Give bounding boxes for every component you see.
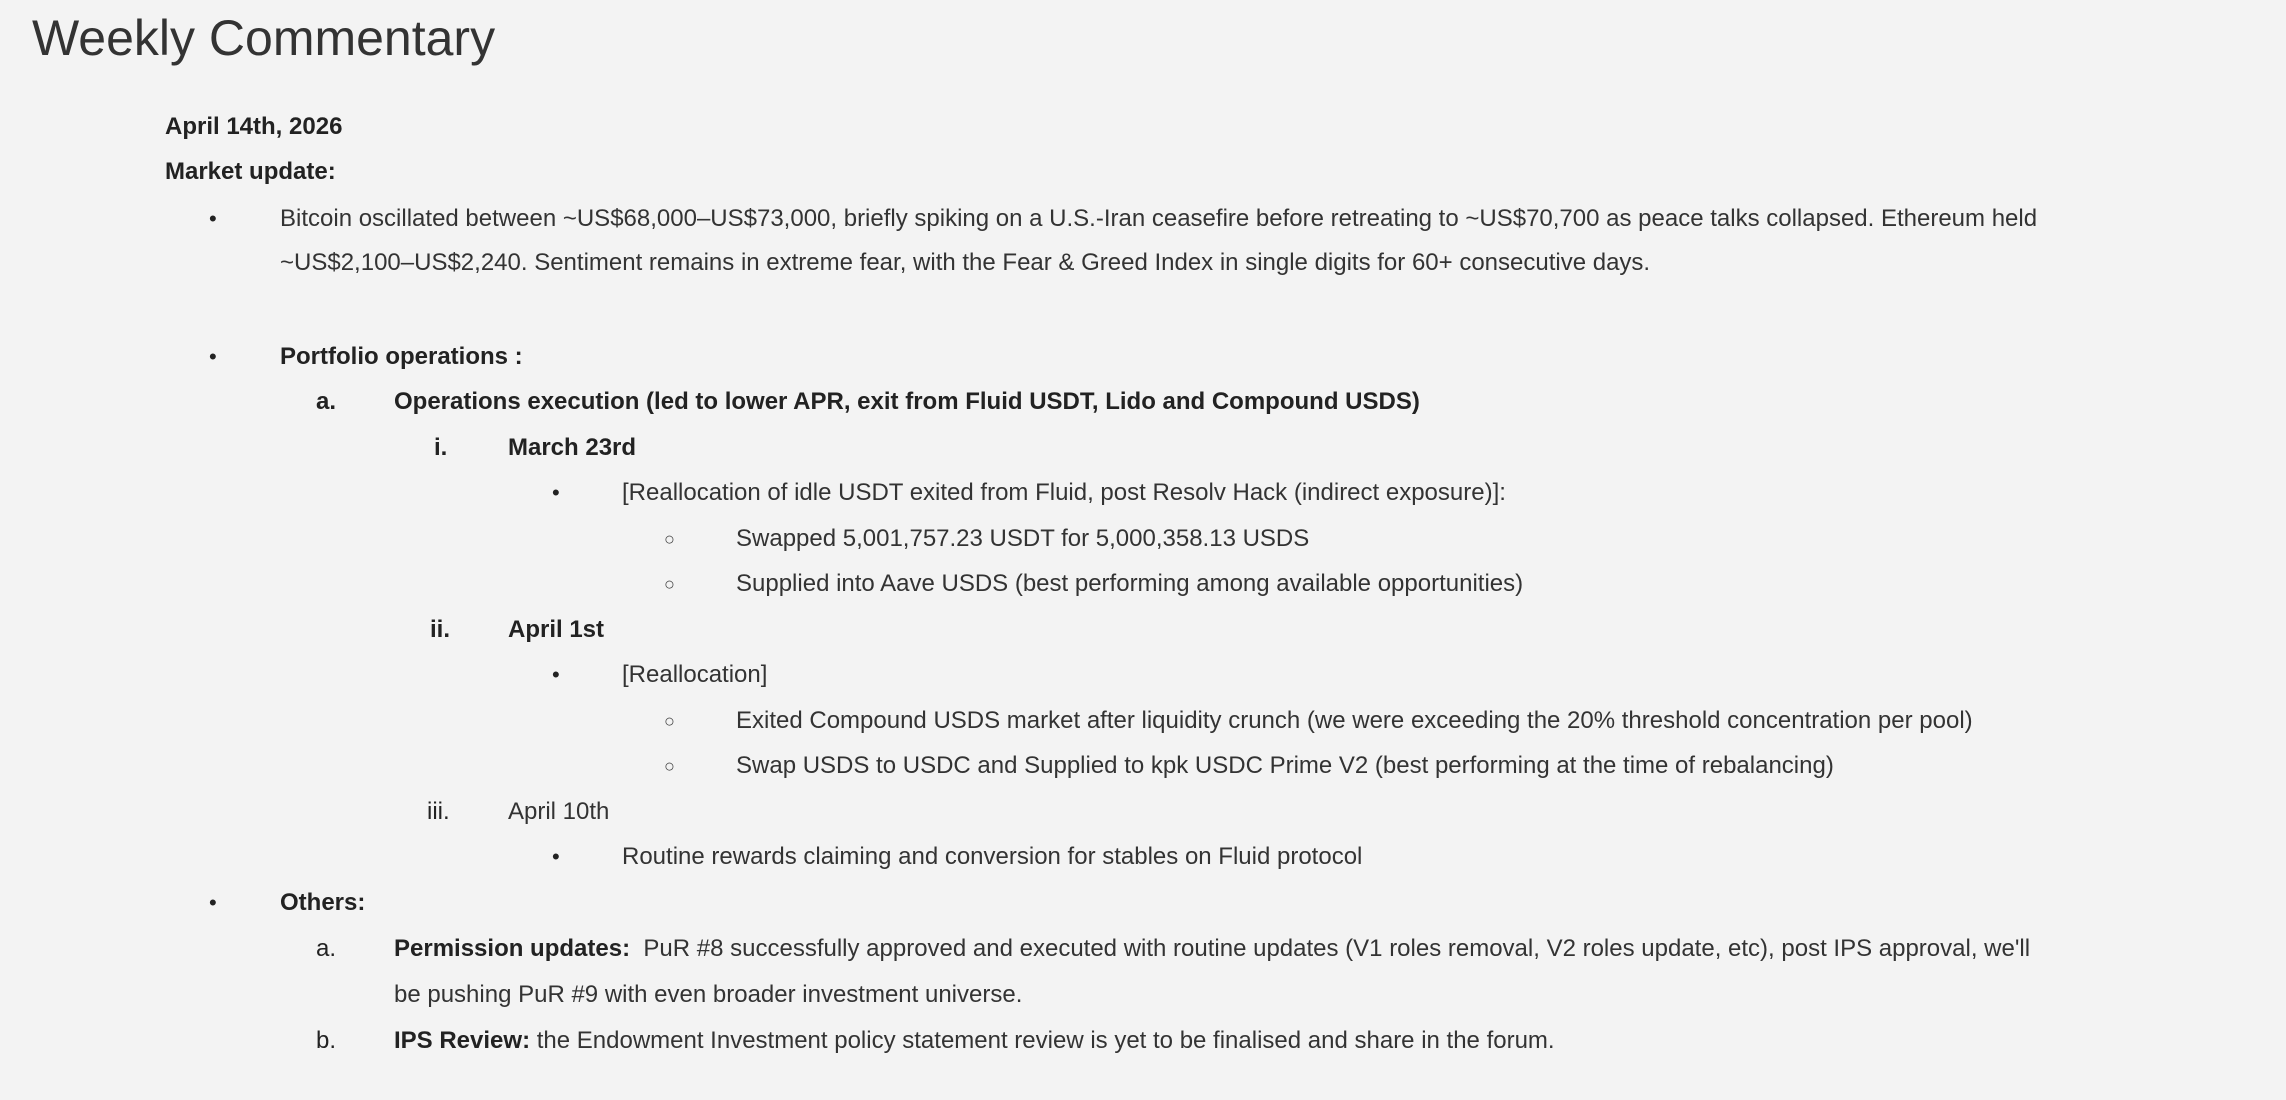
market-update-heading: Market update: [165, 158, 336, 185]
list-marker-a: a. [316, 388, 337, 415]
ips-review-label: IPS Review: [394, 1027, 531, 1054]
list-marker-ii: ii. [430, 616, 451, 643]
ips-review-line [394, 1026, 1555, 1056]
commentary-date: April 14th, 2026 [165, 113, 343, 140]
march-23rd-supply: Supplied into Aave USDS (best performing among available opportunities) [736, 570, 1524, 597]
april-1st-swap: Swap USDS to USDC and Supplied to kpk USDC Prime V2 (best performing at the time of rebalancing) [736, 752, 1834, 779]
march-23rd-heading: March 23rd [508, 434, 637, 461]
circle-bullet-icon: ○ [664, 574, 675, 594]
march-23rd-reallocation: [Reallocation of idle USDT exited from Fluid, post Resolv Hack (indirect exposure)]: [622, 479, 1506, 506]
ips-review-text: the Endowment Investment policy statement review is yet to be finalised and share in the forum. [536, 1027, 1555, 1054]
bullet-icon: • [209, 344, 217, 369]
list-marker-b: b. [316, 1027, 337, 1054]
circle-bullet-icon: ○ [664, 756, 675, 776]
march-23rd-swap: Swapped 5,001,757.23 USDT for 5,000,358.13 USDS [736, 525, 1310, 552]
portfolio-operations-heading: Portfolio operations : [280, 343, 523, 370]
list-marker-i: i. [434, 434, 448, 461]
bullet-icon: • [552, 662, 560, 687]
operations-execution-heading: Operations execution (led to lower APR, exit from Fluid USDT, Lido and Compound USDS) [394, 388, 1420, 415]
market-text-line-1: Bitcoin oscillated between ~US$68,000–US$73,000, briefly spiking on a U.S.-Iran ceasefire before retreating to ~US$70,700 as peace talks collapsed. Ethereum held [280, 205, 2038, 232]
permission-updates-line-1 [394, 934, 2030, 964]
others-heading: Others: [280, 889, 366, 916]
bullet-icon: • [209, 890, 217, 915]
permission-updates-label: Permission updates: [394, 935, 631, 962]
april-1st-exit: Exited Compound USDS market after liquidity crunch (we were exceeding the 20% threshold concentration per pool) [736, 707, 1973, 734]
bullet-icon: • [209, 206, 217, 231]
list-marker-a: a. [316, 935, 337, 962]
bullet-icon: • [552, 480, 560, 505]
market-text-line-2: ~US$2,100–US$2,240. Sentiment remains in extreme fear, with the Fear & Greed Index in single digits for 60+ consecutive days. [280, 249, 1651, 276]
circle-bullet-icon: ○ [664, 711, 675, 731]
page-title: Weekly Commentary [32, 10, 496, 66]
bullet-icon: • [552, 844, 560, 869]
april-1st-heading: April 1st [508, 616, 605, 643]
april-10th-routine: Routine rewards claiming and conversion for stables on Fluid protocol [622, 843, 1363, 870]
permission-updates-line-2: be pushing PuR #9 with even broader investment universe. [394, 981, 1023, 1008]
list-marker-iii: iii. [427, 798, 450, 825]
april-10th-heading: April 10th [508, 798, 610, 825]
permission-updates-text: PuR #8 successfully approved and executed with routine updates (V1 roles removal, V2 roles update, etc), post IPS approval, we'll [643, 935, 2031, 962]
april-1st-reallocation: [Reallocation] [622, 661, 768, 688]
circle-bullet-icon: ○ [664, 529, 675, 549]
